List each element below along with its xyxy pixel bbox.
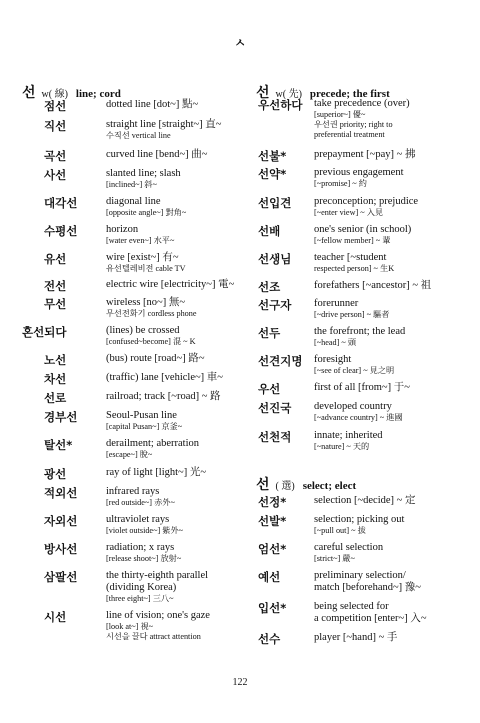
heading-definition: select; elect <box>302 480 357 492</box>
entry-word: 전선 <box>44 279 67 293</box>
entry-definition <box>314 514 480 536</box>
entry-word: 경부선 <box>44 410 78 424</box>
entry-definition <box>106 542 240 564</box>
entry-definition <box>314 430 480 452</box>
entry-definition <box>106 372 240 384</box>
heading-code: ( 選) <box>275 481 295 492</box>
definition-note: [~fellow member] ~ 輩 <box>314 236 391 245</box>
entry-definition <box>106 196 240 218</box>
definition-line: line of vision; one's gaze <box>106 610 210 621</box>
entry-word: 선약* <box>258 167 287 181</box>
entry-definition <box>106 514 240 536</box>
definition-line: take precedence (over) <box>314 98 410 109</box>
page-header: ㅅ <box>234 36 246 50</box>
definition-line: Seoul-Pusan line <box>106 410 177 421</box>
entry-word: 선발* <box>258 514 287 528</box>
definition-line: preliminary selection/ <box>314 570 406 581</box>
entry-word: 우선 <box>258 382 281 396</box>
entry-word: 선정* <box>258 495 287 509</box>
entry-definition <box>314 570 480 594</box>
definition-line: radiation; x rays <box>106 542 175 553</box>
definition-note: [strict~] 嚴~ <box>314 554 355 563</box>
heading-code: w( 先) <box>275 89 302 100</box>
entry-definition <box>314 224 480 246</box>
definition-line: (bus) route [road~] 路~ <box>106 353 205 364</box>
definition-note: 우선권 priority; right to <box>314 120 393 129</box>
definition-line: selection [~decide] ~ 定 <box>314 495 416 506</box>
definition-line: infrared rays <box>106 486 160 497</box>
entry-definition <box>106 391 240 403</box>
definition-line: match [beforehand~] 豫~ <box>314 582 421 593</box>
definition-line: (traffic) lane [vehicle~] 車~ <box>106 372 223 383</box>
entry-definition <box>106 224 240 246</box>
heading-word: 선 <box>256 477 270 493</box>
entry-definition <box>314 542 480 564</box>
entry-word: 우선하다 <box>258 98 303 112</box>
definition-note: [three eight~] 三八~ <box>106 594 174 603</box>
definition-line: the thirty-eighth parallel <box>106 570 209 581</box>
definition-note: 수직선 vertical line <box>106 131 171 140</box>
entry-word: 선수 <box>258 632 281 646</box>
entry-definition <box>106 168 240 190</box>
definition-line: being selected for <box>314 601 389 612</box>
definition-line: player [~hand] ~ 手 <box>314 632 398 643</box>
entry-definition <box>314 196 480 218</box>
entry-definition <box>106 119 240 141</box>
definition-note: [release shoot~] 放射~ <box>106 554 182 563</box>
definition-note: [water even~] 水平~ <box>106 236 175 245</box>
entry-definition <box>314 601 480 625</box>
entry-definition <box>106 297 240 319</box>
entry-word: 선로 <box>44 391 67 405</box>
entry-word: 노선 <box>44 353 67 367</box>
entry-definition <box>106 486 240 508</box>
entry-definition <box>314 382 480 394</box>
definition-line: previous engagement <box>314 167 404 178</box>
definition-note: [~drive person] ~ 驅者 <box>314 310 390 319</box>
entry-word: 선두 <box>258 326 281 340</box>
entry-definition <box>106 610 240 642</box>
entry-word: 점선 <box>44 99 67 113</box>
definition-note: [escape~] 脫~ <box>106 450 153 459</box>
entry-word: 삼팔선 <box>44 570 78 584</box>
entry-word: 선배 <box>258 224 281 238</box>
entry-word: 예선 <box>258 570 281 584</box>
definition-note: [red outside~] 赤外~ <box>106 498 175 507</box>
definition-line: prepayment [~pay] ~ 拂 <box>314 149 416 160</box>
entry-definition <box>314 167 480 189</box>
entry-word: 탈선* <box>44 438 73 452</box>
definition-line: innate; inherited <box>314 430 383 441</box>
definition-note: [~advance country] ~ 進國 <box>314 413 403 422</box>
entry-definition <box>106 99 240 111</box>
entry-definition <box>314 98 480 140</box>
definition-line: horizon <box>106 224 139 235</box>
entry-word: 선생님 <box>258 252 292 266</box>
entry-word: 엄선* <box>258 542 287 556</box>
definition-line: (lines) be crossed <box>106 325 180 336</box>
definition-note: [capital Pusan~] 京釜~ <box>106 422 183 431</box>
entry-word: 선불* <box>258 149 287 163</box>
definition-line: forefathers [~ancestor] ~ 祖 <box>314 280 432 291</box>
entry-definition <box>314 401 480 423</box>
entry-definition <box>106 252 240 274</box>
entry-word: 시선 <box>44 610 67 624</box>
definition-line: forerunner <box>314 298 359 309</box>
definition-line: wireless [no~] 無~ <box>106 297 186 308</box>
definition-line: (dividing Korea) <box>106 582 177 593</box>
entry-word: 수평선 <box>44 224 78 238</box>
entry-definition <box>106 438 240 460</box>
definition-line: dotted line [dot~] 點~ <box>106 99 199 110</box>
entry-definition <box>314 280 480 292</box>
definition-note: [superior~] 優~ <box>314 110 366 119</box>
entry-definition <box>106 353 240 365</box>
entry-word: 선조 <box>258 280 281 294</box>
definition-note: [~pull out] ~ 拔 <box>314 526 366 535</box>
heading-word: 선 <box>22 85 36 101</box>
definition-line: curved line [bend~] 曲~ <box>106 149 208 160</box>
entry-word: 적외선 <box>44 486 78 500</box>
entry-word: 입선* <box>258 601 287 615</box>
entry-word: 광선 <box>44 467 67 481</box>
section-heading-line <box>256 474 356 494</box>
entry-word: 자외선 <box>44 514 78 528</box>
entry-definition <box>106 325 240 347</box>
entry-definition <box>106 149 240 161</box>
entry-definition <box>314 495 480 507</box>
entry-word: 대각선 <box>44 196 78 210</box>
entry-definition <box>106 410 240 432</box>
definition-note: [~promise] ~ 約 <box>314 179 367 188</box>
definition-note: 무선전화기 cordless phone <box>106 309 197 318</box>
definition-line: first of all [from~] 于~ <box>314 382 410 393</box>
definition-line: careful selection <box>314 542 384 553</box>
definition-line: wire [exist~] 有~ <box>106 252 179 263</box>
definition-note: [~nature] ~ 天的 <box>314 442 370 451</box>
heading-word: 선 <box>256 85 270 101</box>
definition-note: [look at~] 視~ <box>106 622 154 631</box>
entry-word: 차선 <box>44 372 67 386</box>
entry-word: 선천적 <box>258 430 292 444</box>
heading-definition: precede; the first <box>309 88 390 100</box>
heading-definition: line; cord <box>75 88 121 100</box>
entry-word: 선진국 <box>258 401 292 415</box>
definition-line: foresight <box>314 354 352 365</box>
definition-line: ray of light [light~] 光~ <box>106 467 207 478</box>
definition-note: [opposite angle~] 對角~ <box>106 208 187 217</box>
entry-word: 방사선 <box>44 542 78 556</box>
entry-definition <box>106 570 240 604</box>
definition-note: [inclined~] 斜~ <box>106 180 157 189</box>
entry-definition <box>314 298 480 320</box>
definition-note: [~see of clear] ~ 見之明 <box>314 366 395 375</box>
entry-definition <box>106 279 240 291</box>
definition-note: [confused~become] 混 ~ K <box>106 337 196 346</box>
definition-note: 시선을 끌다 attract attention <box>106 632 201 641</box>
entry-word: 선견지명 <box>258 354 303 368</box>
definition-line: diagonal line <box>106 196 161 207</box>
definition-line: one's senior (in school) <box>314 224 412 235</box>
entry-word: 곡선 <box>44 149 67 163</box>
entry-definition <box>314 354 480 376</box>
definition-line: electric wire [electricity~] 電~ <box>106 279 235 290</box>
entry-word: 혼선되다 <box>22 325 67 339</box>
definition-line: railroad; track [~road] ~ 路 <box>106 391 221 402</box>
entry-definition <box>314 632 480 644</box>
entry-definition <box>314 326 480 348</box>
entry-word: 유선 <box>44 252 67 266</box>
definition-note: [~head] ~ 頭 <box>314 338 357 347</box>
entry-definition <box>314 149 480 161</box>
definition-line: straight line [straight~] 直~ <box>106 119 222 130</box>
definition-line: ultraviolet rays <box>106 514 170 525</box>
entry-word: 직선 <box>44 119 67 133</box>
definition-line: teacher [~student <box>314 252 387 263</box>
definition-note: [violet outside~] 紫外~ <box>106 526 184 535</box>
definition-line: selection; picking out <box>314 514 405 525</box>
definition-note: respected person] ~ 生K <box>314 264 395 273</box>
entry-definition <box>106 467 240 479</box>
entry-word: 선구자 <box>258 298 292 312</box>
definition-line: a competition [enter~] 入~ <box>314 613 427 624</box>
definition-line: slanted line; slash <box>106 168 181 179</box>
definition-line: preconception; prejudice <box>314 196 419 207</box>
entry-definition <box>314 252 480 274</box>
definition-line: developed country <box>314 401 392 412</box>
heading-code: w( 線) <box>41 89 68 100</box>
definition-line: the forefront; the lead <box>314 326 406 337</box>
entry-word: 무선 <box>44 297 67 311</box>
page-number: 122 <box>232 677 248 688</box>
definition-note: preferential treatment <box>314 130 385 139</box>
definition-line: derailment; aberration <box>106 438 199 449</box>
definition-note: 유선텔레비전 cable TV <box>106 264 186 273</box>
definition-note: [~enter view] ~ 入見 <box>314 208 384 217</box>
entry-word: 선입견 <box>258 196 292 210</box>
entry-word: 사선 <box>44 168 67 182</box>
